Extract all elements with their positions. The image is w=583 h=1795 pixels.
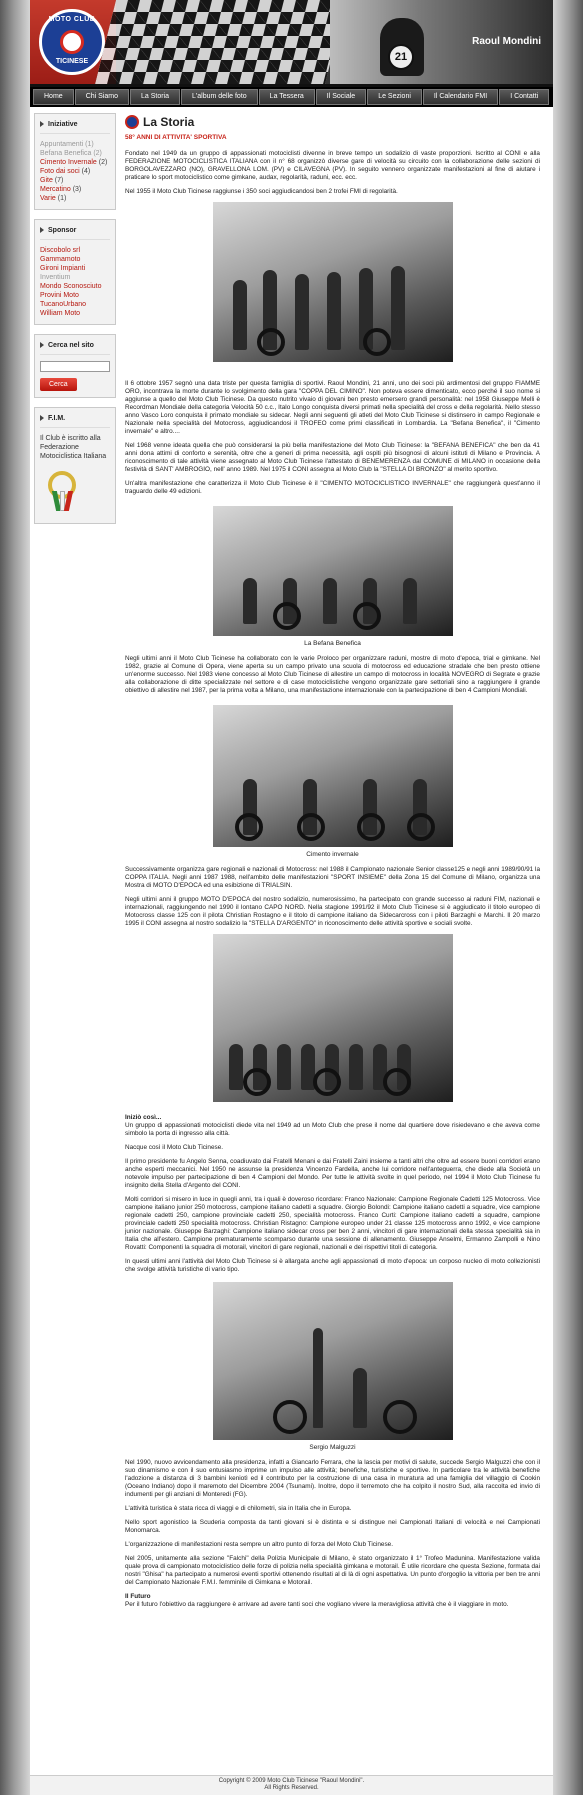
fim-text: Il Club è iscritto alla Federazione Motociclistica Italiana — [40, 435, 107, 460]
nav-la-storia[interactable]: La Storia — [130, 89, 180, 105]
paragraph: L'organizzazione di manifestazioni resta sempre un altro punto di forza del Moto Club Ticinese. — [125, 1541, 393, 1548]
sponsor-item[interactable]: TucanoUrbano — [40, 301, 87, 308]
iniziative-box — [34, 113, 116, 210]
sponsor-item[interactable]: Discobolo srl — [40, 247, 81, 254]
header-author: Raoul Mondini — [472, 36, 541, 47]
page — [30, 0, 553, 1795]
nav-la-tessera[interactable]: La Tessera — [259, 89, 315, 105]
search-input[interactable] — [40, 361, 110, 372]
paragraph: Nel 1955 il Moto Club Ticinese raggiunse i 350 soci aggiudicandosi ben 2 trofei FMI di regolarità. — [125, 188, 398, 195]
paragraph: L'attività turistica è stata ricca di viaggi e di chilometri, sia in Italia che in Europa. — [125, 1505, 352, 1512]
paragraph: Nel 1990, nuovo avvicendamento alla presidenza, infatti a Giancarlo Ferrara, che la lascia per motivi di salute, succede Sergio Malguzzi che con il suo dinamismo e con il suo entusiasmo imprime un impulso alle attività; benefiche, turistiche e sportive. In particolare tra le attività benefiche l'adozione a distanza di 3 bambini keniotì ed il contributo per la costruzione di una casa in muratura ad una famiglia del villaggio di Cookin (Oceano Indiano) dopo il maremoto del Dicembre 2004 (Tsunami). Inoltre, dopo il terremoto che ha colpito il nostro Sud, alla raccolta ed invio di indumenti per gli anziani di Monteredi (FG). — [125, 1459, 540, 1498]
checkered-flag-banner — [95, 0, 346, 84]
sponsor-item[interactable]: William Moto — [40, 310, 81, 317]
nav-calendario-fmi[interactable]: Il Calendario FMI — [423, 89, 498, 105]
nav-chi-siamo[interactable]: Chi Siamo — [75, 89, 129, 105]
iniziative-item[interactable]: Appuntamenti (1) — [40, 141, 94, 148]
iniziative-title: Iniziative — [40, 118, 110, 134]
photo-befana — [213, 506, 453, 636]
search-button[interactable]: Cerca — [40, 378, 77, 391]
copyright: Copyright © 2009 Moto Club Ticinese "Raoul Mondini". — [218, 1778, 365, 1784]
footer — [30, 1775, 553, 1795]
sponsor-item[interactable]: Gammamoto — [40, 256, 81, 263]
site-header — [30, 0, 553, 84]
logo-text-top: MOTO CLUB — [48, 16, 96, 23]
paragraph: Il primo presidente fu Angelo Senna, coadiuvato dai Fratelli Menani e dai Fratelli Zaini insieme a tanti altri che oltre ad essere buoni corridori erano anche esperti meccanici. Nel 1950 ne assunse la presidenza Vincenzo Fardella, anche lui corridore nell'anteguerra, che diede alla Società un notevole impulso per partecipazione di ben 4 Campioni del Mondo. Per tutte le attività svolte in quel periodo, nel 1994 il Moto Club Ticinese fu insignito della Stella d'Argento del CONI. — [125, 1158, 540, 1189]
club-mini-logo-icon — [125, 115, 139, 129]
sponsor-item[interactable]: Inventium — [40, 274, 71, 281]
paragraph: Nello sport agonistico la Scuderia composta da tanti giovani si è distinta e si distingue nei Campionati Italiani di velocità e nei Campionati Monomarca. — [125, 1519, 540, 1534]
fim-title: F.I.M. — [40, 412, 110, 428]
club-logo[interactable] — [39, 9, 105, 75]
paragraph: Nacque così il Moto Club Ticinese. — [125, 1144, 224, 1151]
photo-caption: La Befana Benefica — [304, 640, 361, 647]
iniziative-item[interactable]: Varie (1) — [40, 195, 67, 202]
iniziative-item[interactable]: Cimento Invernale (2) — [40, 159, 108, 166]
iniziative-item[interactable]: Gite (7) — [40, 177, 64, 184]
nav-il-sociale[interactable]: Il Sociale — [316, 89, 366, 105]
paragraph: Il Futuro Per il futuro l'obiettivo da raggiungere è arrivare ad avere tanti soci che vogliano vivere la meravigliosa attività che è il viaggiare in moto. — [125, 1593, 509, 1608]
search-box — [34, 334, 116, 398]
nav-i-contatti[interactable]: I Contatti — [499, 89, 549, 105]
page-title: La Storia — [125, 115, 540, 129]
sponsor-item[interactable]: Provini Moto — [40, 292, 79, 299]
main-nav — [30, 84, 553, 107]
paragraph: Un'altra manifestazione che caratterizza il Moto Club Ticinese è il "CIMENTO MOTOCICLISTICO INVERNALE" che raggiungerà quest'anno il traguardo delle 49 edizioni. — [125, 480, 540, 495]
photo-caption: Sergio Malguzzi — [309, 1444, 356, 1451]
fim-logo-icon[interactable] — [46, 471, 80, 513]
sidebar — [34, 113, 116, 1615]
logo-emblem-icon — [60, 30, 84, 54]
photo-cimento — [213, 705, 453, 847]
iniziative-item[interactable]: Befana Benefica (2) — [40, 150, 102, 157]
sponsor-title: Sponsor — [40, 224, 110, 240]
sponsor-box — [34, 219, 116, 325]
paragraph: Nel 2005, unitamente alla sezione "Falchi" della Polizia Municipale di Milano, è stato organizzato il 1° Trofeo Madunina. Manifestazione valida quale prova di campionato motociclistico delle forze di polizia nella specialità gimkana e motorail. È utile ricordare che questa Sezione, formata dai nostri "Ghisa" ha partecipato a numerosi eventi sportivi ottenendo risultati al di là di ogni aspettativa. Un punto d'orgoglio la vittoria per ben tre anni del Campionato Nazionale F.M.I. femminile di Gimkana e Motorail. — [125, 1555, 540, 1586]
search-title: Cerca nel sito — [40, 339, 110, 355]
paragraph: Negli ultimi anni il Moto Club Ticinese ha collaborato con le varie Proloco per organizzare raduni, mostre di moto d'epoca, trial e gimkane. Nel 1982, grazie al Comune di Opera, viene aperta su un campo privato una scuola di motocross ed educazione stradale che ben presto ottiene un'enorme successo. Nel 1983 viene concesso al Moto Club Ticinese di allestire un campo di motocross in località NOVEGRO di Segrate e grazie alla collaborazione di ditte specializzate nel settore e di case motociclistiche vengono organizzate gare settoriali sino a raggiungere il grande obiettivo di allestire nel 1987, per la prima volta a Milano, una manifestazione internazionale con la partecipazione di ben 4 Campioni Mondiali. — [125, 655, 540, 694]
main-area — [30, 107, 553, 1615]
paragraph: Iniziò così... Un gruppo di appassionati motociclisti diede vita nel 1949 ad un Moto Club che prese il nome dal quartiere dove risiedevano e che aveva come simbolo la porta di ingresso alla città. — [125, 1114, 540, 1137]
photo-malguzzi — [213, 1282, 453, 1440]
sponsor-item[interactable]: Gironi Impianti — [40, 265, 86, 272]
fim-box — [34, 407, 116, 524]
sponsor-item[interactable]: Mondo Sconosciuto — [40, 283, 102, 290]
paragraph: In questi ultimi anni l'attività del Moto Club Ticinese si è allargata anche agli appassionati di moto d'epoca: un corposo nucleo di moto collezionisti che svolge attività turistiche di vario tipo. — [125, 1258, 540, 1273]
photo-caption: Cimento invernale — [306, 851, 359, 858]
paragraph: Negli ultimi anni il gruppo MOTO D'EPOCA del nostro sodalizio, numerosissimo, ha partecipato con grande successo ai raduni FIM, nazionali e internazionali, raggiungendo nel 1990 il lontano CAPO NORD. Nella stagione 1991/92 il Moto Club Ticinese si è aggiudicato il titolo europeo di Motocross classe 125 con il pilota Christian Rostagno e il titolo di campione italiano da Sidecarcross con i piloti Barzaghi e Marchi. Il 20 marzo 1995 il CONI assegna al nostro sodalizio la "STELLA D'ARGENTO" in riconoscimento delle attività sportive e sociali svolte. — [125, 896, 540, 927]
iniziative-item[interactable]: Mercatino (3) — [40, 186, 82, 193]
paragraph: Nel 1968 venne ideata quella che può considerarsi la più bella manifestazione del Moto Club Ticinese: la "BEFANA BENEFICA" che ben da 41 anni dona attimi di conforto e serenità, oltre che a generi di prima necessità, agli ospiti più bisognosi di alcuni istituti di Milano e Provincia. A riconoscimento di tale attività viene assegnato al Moto Club Ticinese l'attestato di BENEMERENZA dal COMUNE di MILANO in occasione della festività di SANT' AMBROGIO, nell' anno 1989. Nel 1975 il CONI assegna al Moto Club la "STELLA DI BRONZO" al merito sportivo. — [125, 442, 540, 473]
nav-home[interactable]: Home — [33, 89, 74, 105]
paragraph: Fondato nel 1949 da un gruppo di appassionati motociclisti divenne in breve tempo un sodalizio di vaste proporzioni. Iscritto al CONI e alla FEDERAZIONE MOTOCICLISTICA ITALIANA con il n° 68 organizzò diverse gare di velocità su circuito con la collaborazione delle sezioni di BORGOLAVEZZARO (NO), GRAVELLONA LOM. (PV) e CILAVEGNA (PV). In seguito vennero organizzate manifestazioni al fine di aiutare i praticare lo sport motociclistico come gimkane, audax, regolarità, raduni, ecc. ecc. — [125, 150, 540, 181]
nav-le-sezioni[interactable]: Le Sezioni — [367, 89, 422, 105]
nav-album-foto[interactable]: L'album delle foto — [181, 89, 258, 105]
paragraph: Il 6 ottobre 1957 segnò una data triste per questa famiglia di sportivi. Raoul Mondini, 21 anni, uno dei soci più ardimentosi del gruppo FIAMME ORO, incontrava la morte durante lo svolgimento della gara "COPPA DEL CIMINO". Non poteva essere dimenticato, ecco perché il suo nome si aggiunse a quello del Moto Club Ticinese. Da questo nutrito vivaio di giovani ben presto emersero grandi personalità: nel 1958 Giuseppe Melli è Recordman Mondiale della categoria Velocità 50 c.c., Italo Longo conquista diversi primati nella specialità del cross e della regolarità. Nello stesso anno Vasco Loro conquista il primato mondiale su sidecar. Negli anni seguenti gli atleti del Moto Club Ticinese si distinsero in campo Regionale e Nazionale nella specialità del Motocross, aggiudicandosi il TROFEO come primi classificati in Lombardia. La "Befana Benefica", il "Cimento invernale" e altro.... — [125, 380, 540, 435]
iniziative-item[interactable]: Foto dai soci (4) — [40, 168, 91, 175]
photo-members — [213, 202, 453, 362]
content — [125, 113, 540, 1615]
logo-text-bottom: TICINESE — [55, 58, 89, 65]
paragraph: Molti corridori si misero in luce in quegli anni, tra i quali è doveroso ricordare: Franco Nazionale: Campione Regionale Cadetti 125 Motocross. Vice campione italiano junior 250 motocross, campione italiano cadetti a squadre. Giorgio Bolondi: Campione italiano cadetti a squadre, vice campione regionale cadetti 250, campione provinciale cadetti 250, specialità motocross. Franco Curti: Campione italiano cadetti a squadre, campione provinciale cadetti 250 specialità motocross. Christian Ristagno: Campione europeo under 21 classe 125 motocross anno 1992, e vice campione junior nazionale. Giuseppe Barzaghi: Campione italiano sidecar cross per ben 2 anni, vincitori di gare internazionali della stessa specialità sia in Italia che all'estero. Campione prematuramente scomparso durante una sessione di allenamento. Giuseppe Anselmi, Ermanno Zampolli e Nino Rovatti: Componenti la squadra di motorail, vincitori di gare regionali, nazionali e dei rispettivi titoli di categoria. — [125, 1196, 540, 1251]
page-subtitle: 58° ANNI DI ATTIVITA' SPORTIVA — [125, 134, 227, 141]
rights: All Rights Reserved. — [264, 1785, 319, 1791]
paragraph: Successivamente organizza gare regionali e nazionali di Motocross: nel 1988 il Campionato nazionale Senior classe125 e negli anni 1989/90/91 la COPPA ITALIA. Negli anni 1987 1988, nell'ambito delle manifestazioni "SPORT INSIEME" della Zona 15 del Comune di Milano, organizza una Mostra di MOTO D'EPOCA ed una esibizione di TRIALSIN. — [125, 866, 540, 889]
photo-group — [213, 934, 453, 1102]
race-number: 21 — [388, 44, 414, 70]
